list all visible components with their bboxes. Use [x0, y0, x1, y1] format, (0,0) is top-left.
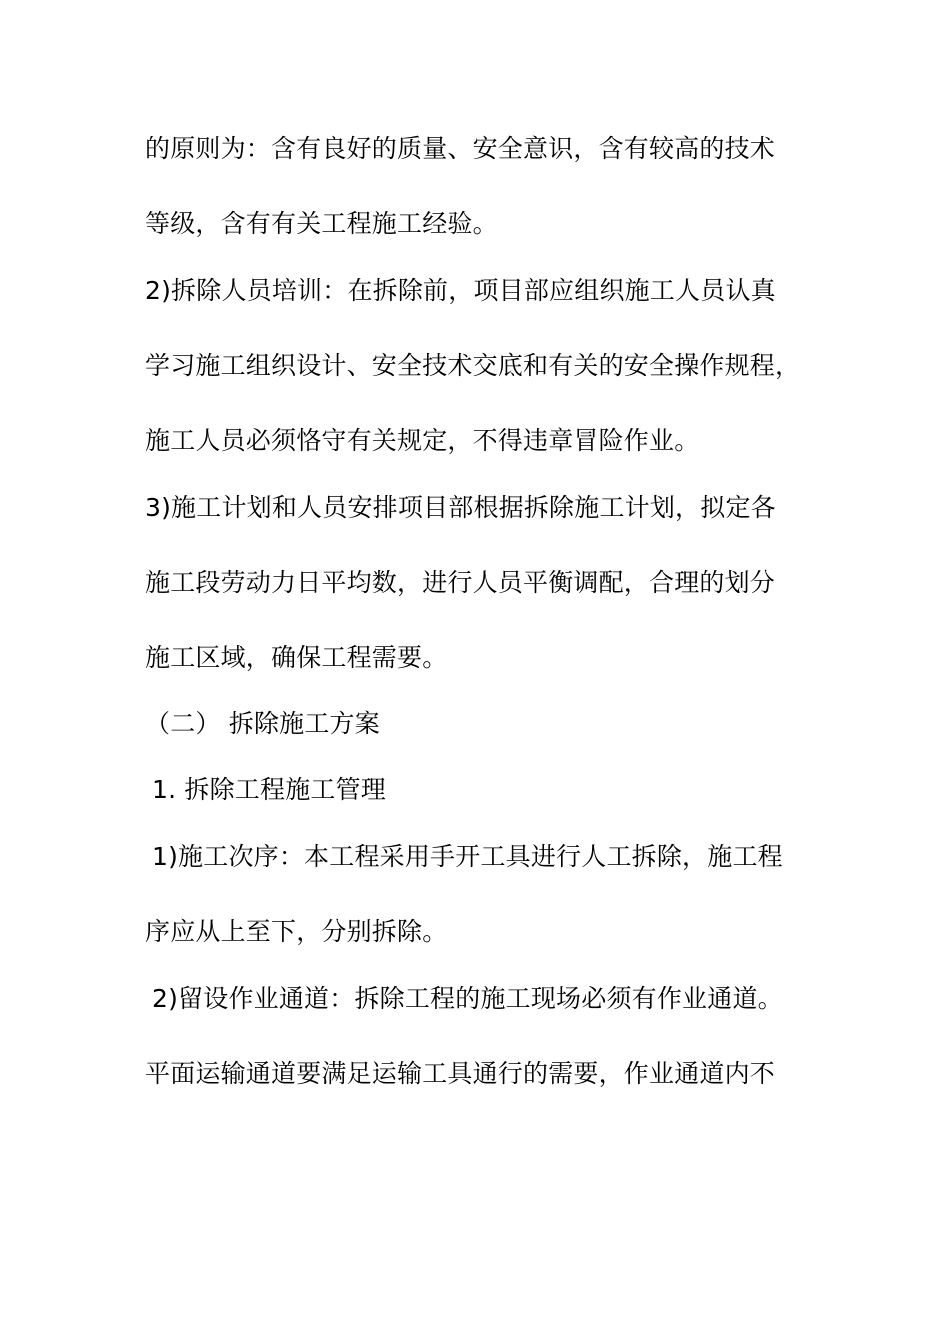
subsection-heading: 1. 拆除工程施工管理: [152, 775, 387, 804]
paragraph-line: 施工人员必须恪守有关规定，不得违章冒险作业。: [145, 426, 700, 455]
paragraph-line: 2)拆除人员培训：在拆除前，项目部应组织施工人员认真: [145, 276, 776, 305]
paragraph-line: 1)施工次序：本工程采用手开工具进行人工拆除，施工程: [152, 842, 783, 871]
paragraph-line: 等级，含有有关工程施工经验。: [145, 209, 498, 238]
paragraph-line: 2)留设作业通道：拆除工程的施工现场必须有作业通道。: [152, 984, 783, 1013]
paragraph-line: 学习施工组织设计、安全技术交底和有关的安全操作规程，: [145, 351, 801, 380]
section-heading: （二） 拆除施工方案: [145, 709, 380, 738]
paragraph-line: 序应从上至下，分别拆除。: [145, 917, 448, 946]
paragraph-line: 施工段劳动力日平均数，进行人员平衡调配，合理的划分: [145, 568, 776, 597]
paragraph-line: 的原则为：含有良好的质量、安全意识，含有较高的技术: [145, 134, 776, 163]
paragraph-line: 3)施工计划和人员安排项目部根据拆除施工计划，拟定各: [145, 493, 776, 522]
paragraph-line: 平面运输通道要满足运输工具通行的需要，作业通道内不: [145, 1059, 776, 1088]
paragraph-line: 施工区域，确保工程需要。: [145, 643, 448, 672]
